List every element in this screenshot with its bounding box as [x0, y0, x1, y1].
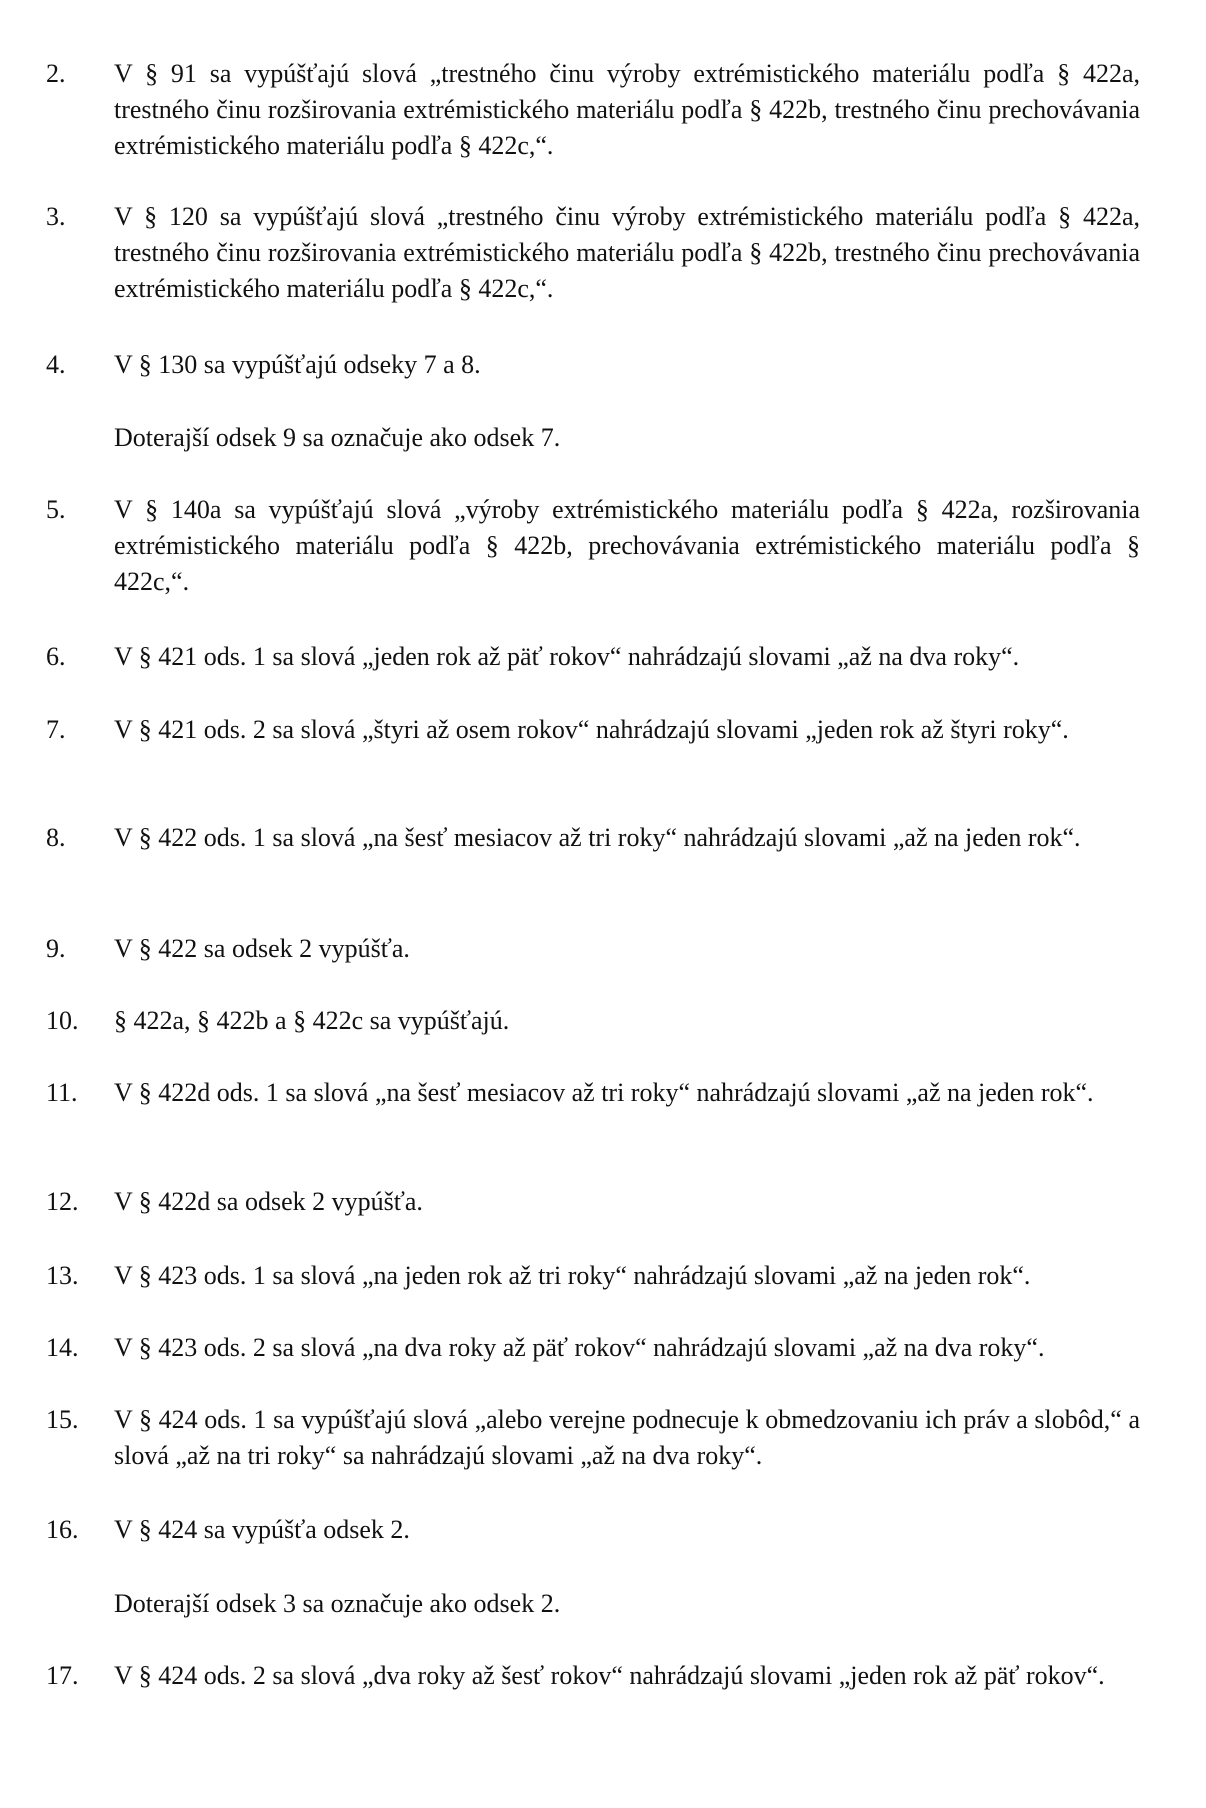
item-text: V § 422d sa odsek 2 vypúšťa.: [114, 1187, 423, 1216]
item-text: V § 120 sa vypúšťajú slová „trestného činu výroby extrémistického materiálu podľa § 422a, trestného činu rozširovania extrémistického materiálu podľa § 422b, trestného činu prechovávania extrémistického materiálu podľa § 422c,“.: [114, 202, 1140, 303]
item-number: 2.: [46, 59, 66, 88]
item-number: 15.: [46, 1405, 79, 1434]
item-number: 6.: [46, 642, 66, 671]
item-number: 10.: [46, 1006, 79, 1035]
item-number: 4.: [46, 350, 66, 379]
item-number: 17.: [46, 1661, 79, 1690]
item-text: V § 422d ods. 1 sa slová „na šesť mesiacov až tri roky“ nahrádzajú slovami „až na jeden rok“.: [114, 1078, 1094, 1107]
item-text: V § 421 ods. 1 sa slová „jeden rok až päť rokov“ nahrádzajú slovami „až na dva roky“.: [114, 642, 1020, 671]
item-text: V § 424 sa vypúšťa odsek 2.: [114, 1515, 410, 1544]
item-text: V § 421 ods. 2 sa slová „štyri až osem rokov“ nahrádzajú slovami „jeden rok až štyri roky“.: [114, 715, 1069, 744]
item-number: 8.: [46, 823, 66, 852]
item-number: 16.: [46, 1515, 79, 1544]
item-number: 5.: [46, 495, 66, 524]
item-text: V § 422 ods. 1 sa slová „na šesť mesiacov až tri roky“ nahrádzajú slovami „až na jeden rok“.: [114, 823, 1081, 852]
item-number: 12.: [46, 1187, 79, 1216]
item-number: 3.: [46, 202, 66, 231]
item-number: 9.: [46, 934, 66, 963]
item-text: V § 424 ods. 2 sa slová „dva roky až šesť rokov“ nahrádzajú slovami „jeden rok až päť rokov“.: [114, 1661, 1105, 1690]
item-text: Doterajší odsek 3 sa označuje ako odsek 2.: [114, 1589, 561, 1618]
item-text: § 422a, § 422b a § 422c sa vypúšťajú.: [114, 1006, 510, 1035]
item-text: V § 140a sa vypúšťajú slová „výroby extrémistického materiálu podľa § 422a, rozširovania extrémistického materiálu podľa § 422b, prechovávania extrémistického materiálu podľa § 422c,“.: [114, 495, 1140, 596]
item-text: V § 424 ods. 1 sa vypúšťajú slová „alebo verejne podnecuje k obmedzovaniu ich práv a slobôd,“ a slová „až na tri roky“ sa nahrádzajú slovami „až na dva roky“.: [114, 1405, 1140, 1470]
item-number: 13.: [46, 1261, 79, 1290]
item-text: V § 422 sa odsek 2 vypúšťa.: [114, 934, 410, 963]
item-number: 7.: [46, 715, 66, 744]
item-text: V § 423 ods. 1 sa slová „na jeden rok až tri roky“ nahrádzajú slovami „až na jeden rok“.: [114, 1261, 1031, 1290]
item-text: Doterajší odsek 9 sa označuje ako odsek 7.: [114, 423, 561, 452]
item-number: 11.: [46, 1078, 78, 1107]
item-text: V § 91 sa vypúšťajú slová „trestného činu výroby extrémistického materiálu podľa § 422a, trestného činu rozširovania extrémistického materiálu podľa § 422b, trestného činu prechovávania extrémistického materiálu podľa § 422c,“.: [114, 59, 1140, 160]
item-number: 14.: [46, 1333, 79, 1362]
item-text: V § 130 sa vypúšťajú odseky 7 a 8.: [114, 350, 481, 379]
item-text: V § 423 ods. 2 sa slová „na dva roky až päť rokov“ nahrádzajú slovami „až na dva roky“.: [114, 1333, 1045, 1362]
